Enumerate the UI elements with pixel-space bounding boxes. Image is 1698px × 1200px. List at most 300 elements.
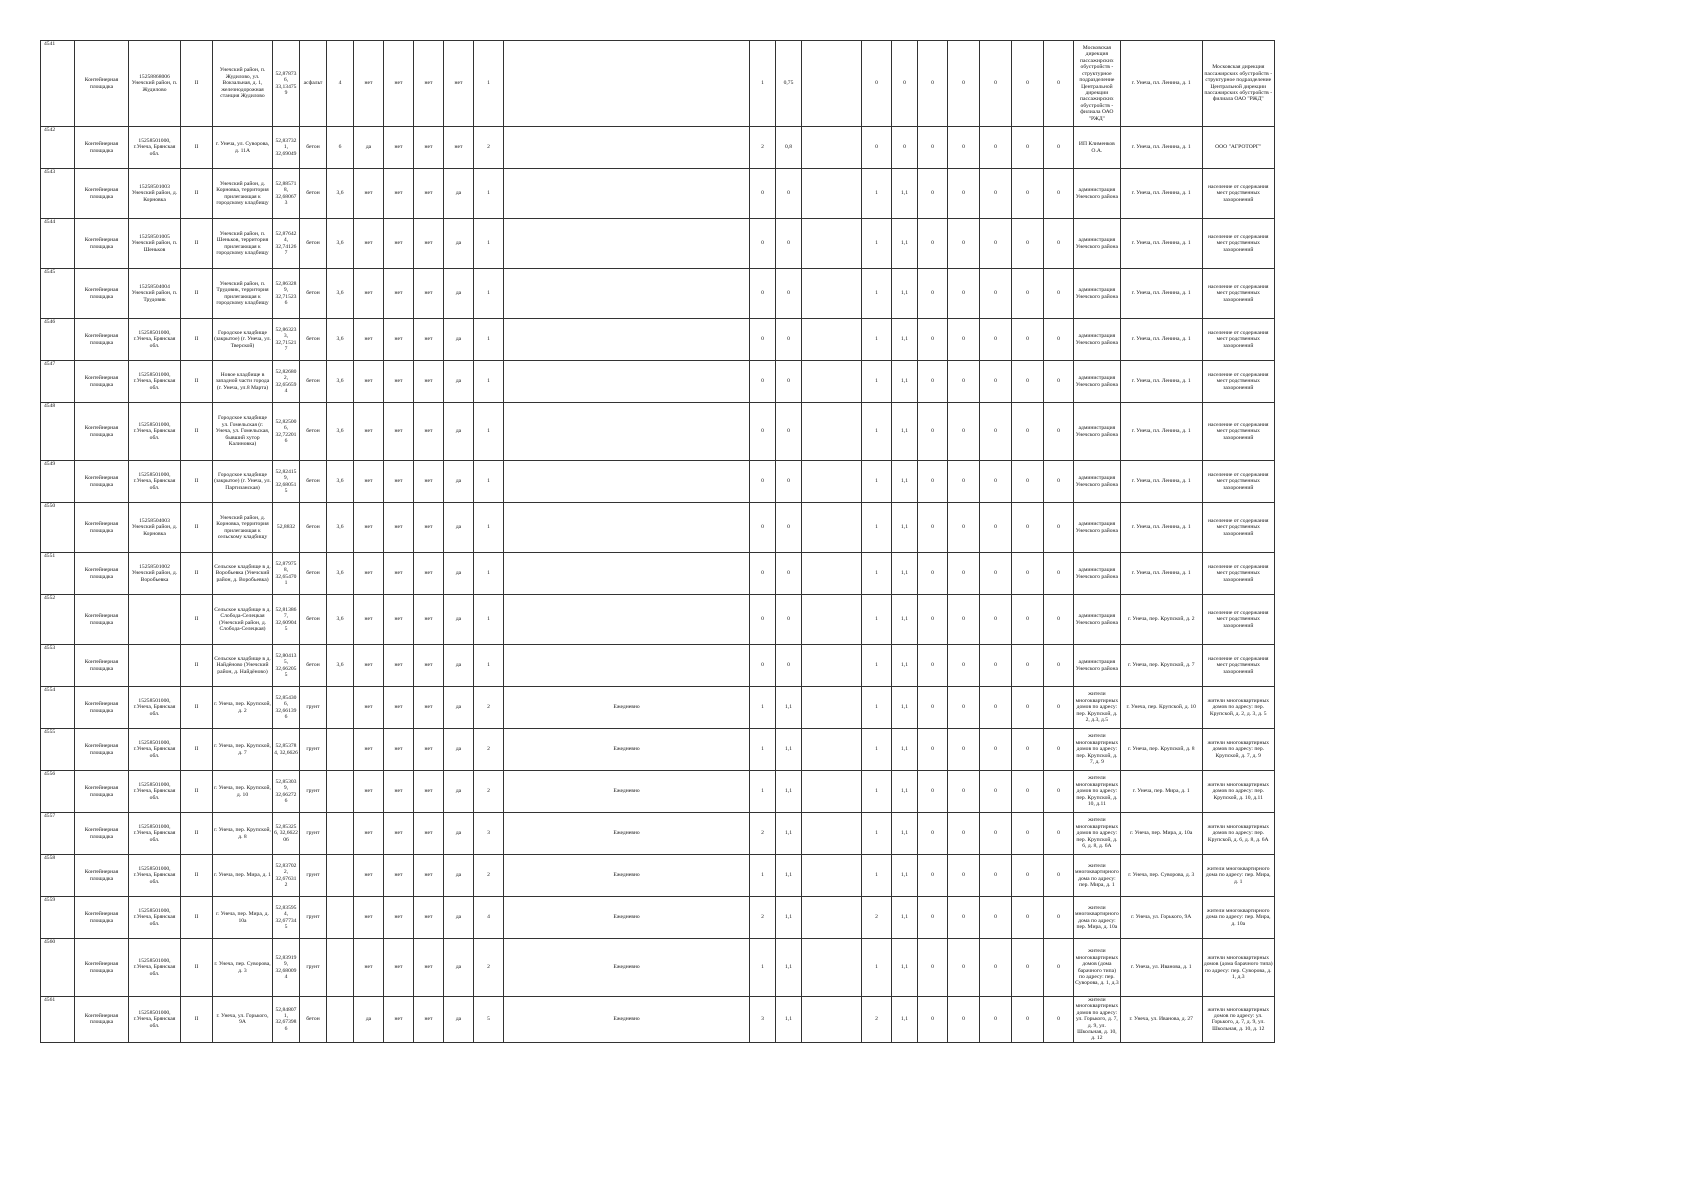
planned-volume-2-cell: 0 xyxy=(1012,361,1044,403)
blank-column-2-cell xyxy=(802,729,862,771)
surface-type-cell: бетон xyxy=(300,553,327,595)
site-type-cell: Контейнерная площадка xyxy=(75,169,129,219)
site-type-cell: Контейнерная площадка xyxy=(75,997,129,1043)
planned-volume-1-cell: 0 xyxy=(948,897,980,939)
owner-address-cell: г. Унеча, пер. Мира, д. 10а xyxy=(1120,813,1202,855)
volume-count-cell: 1 xyxy=(750,771,776,813)
row-number-cell: 4551 xyxy=(41,553,75,595)
owner-address-cell: г. Унеча, пл. Ленина, д. 1 xyxy=(1120,461,1202,503)
volume-count-cell: 1 xyxy=(750,41,776,127)
okato-code-cell xyxy=(129,645,181,687)
collection-schedule-cell xyxy=(504,219,750,269)
container-area-cell: нет xyxy=(444,127,474,169)
site-type-cell: Контейнерная площадка xyxy=(75,687,129,729)
planned-volume-1-cell: 0 xyxy=(948,127,980,169)
roof-cell: нет xyxy=(384,361,414,403)
planned-volume-1-cell: 0 xyxy=(948,169,980,219)
site-area-cell xyxy=(327,771,354,813)
okato-code-cell xyxy=(129,595,181,645)
okato-code-cell: 15258501000, г.Унеча, Брянская обл. xyxy=(129,687,181,729)
blank-column-2-cell xyxy=(802,645,862,687)
container-count-cell: 1 xyxy=(474,595,504,645)
collection-schedule-cell xyxy=(504,645,750,687)
site-area-cell xyxy=(327,813,354,855)
roof-cell: нет xyxy=(384,169,414,219)
table-row xyxy=(41,269,1367,319)
container-count-cell: 1 xyxy=(474,461,504,503)
site-type-cell: Контейнерная площадка xyxy=(75,771,129,813)
volume-count-cell: 0 xyxy=(750,219,776,269)
extra-count-cell: 0 xyxy=(1044,595,1074,645)
owner-address-cell: г. Унеча, пл. Ленина, д. 1 xyxy=(1120,361,1202,403)
site-type-cell: Контейнерная площадка xyxy=(75,595,129,645)
coordinates-cell: 52,81386 7, 32,60904 5 xyxy=(273,595,300,645)
table-row xyxy=(41,595,1367,645)
owner-address-cell: г. Унеча, пл. Ленина, д. 1 xyxy=(1120,503,1202,553)
row-number-cell: 4554 xyxy=(41,687,75,729)
site-type-cell: Контейнерная площадка xyxy=(75,503,129,553)
planned-volume-1-cell: 0 xyxy=(948,553,980,595)
planned-volume-1-cell: 0 xyxy=(948,503,980,553)
okato-code-cell: 15258501000, г.Унеча, Брянская обл. xyxy=(129,997,181,1043)
planned-volume-1-cell: 0 xyxy=(948,997,980,1043)
bin-placement-cell: нет xyxy=(414,219,444,269)
blank-column-2-cell xyxy=(802,897,862,939)
planned-count-1-cell: 0 xyxy=(918,645,948,687)
collection-schedule-cell xyxy=(504,553,750,595)
collection-schedule-cell xyxy=(504,41,750,127)
surface-type-cell: бетон xyxy=(300,595,327,645)
surface-type-cell: грунт xyxy=(300,813,327,855)
planned-volume-2-cell: 0 xyxy=(1012,553,1044,595)
extra-count-cell: 0 xyxy=(1044,403,1074,461)
coordinates-cell: 52,83919 9, 32,68009 4 xyxy=(273,939,300,997)
bin-placement-cell: нет xyxy=(414,503,444,553)
planned-count-2-cell: 0 xyxy=(980,813,1012,855)
waste-source-cell: жители многоквартирных домов по адресу: пер. Крупской, д. 10, д.11 xyxy=(1202,771,1274,813)
waste-source-cell: ООО "АГРОТОРГ" xyxy=(1202,127,1274,169)
extra-count-cell: 0 xyxy=(1044,645,1074,687)
bunker-count-cell: 1 xyxy=(862,687,892,729)
row-number-cell: 4548 xyxy=(41,403,75,461)
site-owner-cell: администрация Унечского района xyxy=(1074,403,1121,461)
planned-count-1-cell: 0 xyxy=(918,127,948,169)
planned-count-1-cell: 0 xyxy=(918,219,948,269)
planned-count-1-cell: 0 xyxy=(918,771,948,813)
blank-column-2-cell xyxy=(802,503,862,553)
planned-count-2-cell: 0 xyxy=(980,269,1012,319)
row-number-cell: 4545 xyxy=(41,269,75,319)
container-area-cell: да xyxy=(444,553,474,595)
table-row xyxy=(41,169,1367,219)
planned-count-2-cell: 0 xyxy=(980,771,1012,813)
row-number-cell: 4550 xyxy=(41,503,75,553)
bin-placement-cell: нет xyxy=(414,645,444,687)
planned-count-1-cell: 0 xyxy=(918,269,948,319)
site-area-cell xyxy=(327,687,354,729)
container-area-cell: да xyxy=(444,269,474,319)
planned-volume-2-cell: 0 xyxy=(1012,729,1044,771)
container-area-cell: да xyxy=(444,645,474,687)
bunker-volume-cell: 1,1 xyxy=(892,403,918,461)
planned-volume-1-cell: 0 xyxy=(948,771,980,813)
register-table xyxy=(40,40,1367,1043)
planned-volume-1-cell: 0 xyxy=(948,461,980,503)
bin-placement-cell: нет xyxy=(414,127,444,169)
bunker-count-cell: 1 xyxy=(862,813,892,855)
bunker-count-cell: 2 xyxy=(862,897,892,939)
table-body xyxy=(41,41,1367,1043)
extra-count-cell: 0 xyxy=(1044,997,1074,1043)
planned-count-1-cell: 0 xyxy=(918,553,948,595)
okato-code-cell: 15258501000, г.Унеча, Брянская обл. xyxy=(129,939,181,997)
site-address-cell: Новое кладбище в западной части города (г. Унеча, ул.8 Марта) xyxy=(213,361,273,403)
bin-placement-cell: нет xyxy=(414,997,444,1043)
fence-cell: нет xyxy=(354,687,384,729)
site-area-cell: 3,6 xyxy=(327,219,354,269)
container-area-cell: да xyxy=(444,219,474,269)
bunker-volume-cell: 1,1 xyxy=(892,269,918,319)
container-volume-cell: 1,1 xyxy=(776,939,802,997)
site-address-cell: Унечский район, п. Жудилово, ул. Вокзальная, д. 1, железнодорожная станция Жудилово xyxy=(213,41,273,127)
site-owner-cell: администрация Унечского района xyxy=(1074,553,1121,595)
site-address-cell: Городское кладбище ул. Гомельская (г. Унеча, ул. Гомельская, бывший хутор Калиновка) xyxy=(213,403,273,461)
collection-schedule-cell: Ежедневно xyxy=(504,771,750,813)
bin-placement-cell: нет xyxy=(414,855,444,897)
planned-count-1-cell: 0 xyxy=(918,939,948,997)
site-address-cell: Городское кладбище (закрытое) (г. Унеча, ул. Партизанская) xyxy=(213,461,273,503)
site-type-cell: Контейнерная площадка xyxy=(75,855,129,897)
bin-placement-cell: нет xyxy=(414,729,444,771)
hazard-class-cell: II xyxy=(181,553,213,595)
fence-cell: нет xyxy=(354,41,384,127)
bunker-count-cell: 1 xyxy=(862,319,892,361)
extra-count-cell: 0 xyxy=(1044,813,1074,855)
site-type-cell: Контейнерная площадка xyxy=(75,461,129,503)
okato-code-cell: 15258501000, г.Унеча, Брянская обл. xyxy=(129,729,181,771)
surface-type-cell: бетон xyxy=(300,269,327,319)
site-owner-cell: администрация Унечского района xyxy=(1074,219,1121,269)
surface-type-cell: грунт xyxy=(300,729,327,771)
site-type-cell: Контейнерная площадка xyxy=(75,729,129,771)
planned-count-1-cell: 0 xyxy=(918,319,948,361)
planned-volume-2-cell: 0 xyxy=(1012,997,1044,1043)
okato-code-cell: 15258501003 Унечский район, д. Корновка xyxy=(129,169,181,219)
volume-count-cell: 1 xyxy=(750,939,776,997)
planned-count-2-cell: 0 xyxy=(980,403,1012,461)
waste-source-cell: население от содержания мест родственных захоронений xyxy=(1202,553,1274,595)
bunker-volume-cell: 1,1 xyxy=(892,553,918,595)
waste-source-cell: население от содержания мест родственных захоронений xyxy=(1202,219,1274,269)
bunker-count-cell: 1 xyxy=(862,361,892,403)
roof-cell: нет xyxy=(384,855,414,897)
site-type-cell: Контейнерная площадка xyxy=(75,41,129,127)
fence-cell: нет xyxy=(354,771,384,813)
coordinates-cell: 52,84807 1, 32,67398 6 xyxy=(273,997,300,1043)
okato-code-cell: 15258501000, г.Унеча, Брянская обл. xyxy=(129,813,181,855)
hazard-class-cell: II xyxy=(181,897,213,939)
container-volume-cell: 0 xyxy=(776,503,802,553)
bunker-volume-cell: 1,1 xyxy=(892,997,918,1043)
bin-placement-cell: нет xyxy=(414,319,444,361)
bunker-count-cell: 0 xyxy=(862,127,892,169)
row-number-cell: 4547 xyxy=(41,361,75,403)
collection-schedule-cell xyxy=(504,403,750,461)
hazard-class-cell: II xyxy=(181,269,213,319)
container-count-cell: 1 xyxy=(474,361,504,403)
okato-code-cell: 15258501005 Унечский район, п. Шеньков xyxy=(129,219,181,269)
fence-cell: да xyxy=(354,997,384,1043)
planned-volume-1-cell: 0 xyxy=(948,219,980,269)
bunker-count-cell: 1 xyxy=(862,461,892,503)
row-number-cell: 4546 xyxy=(41,319,75,361)
waste-source-cell: жители многоквартирных домов по адресу: пер. Крупской, д. 7, д. 9 xyxy=(1202,729,1274,771)
site-area-cell xyxy=(327,897,354,939)
planned-volume-2-cell: 0 xyxy=(1012,169,1044,219)
site-owner-cell: администрация Унечского района xyxy=(1074,319,1121,361)
container-volume-cell: 0 xyxy=(776,461,802,503)
collection-schedule-cell xyxy=(504,461,750,503)
owner-address-cell: г. Унеча, ул. Горького, 9А xyxy=(1120,897,1202,939)
table-row xyxy=(41,855,1367,897)
bunker-count-cell: 1 xyxy=(862,219,892,269)
roof-cell: нет xyxy=(384,771,414,813)
hazard-class-cell: II xyxy=(181,645,213,687)
fence-cell: нет xyxy=(354,645,384,687)
roof-cell: нет xyxy=(384,729,414,771)
site-address-cell: г. Унеча, пер. Мира, д. 10а xyxy=(213,897,273,939)
volume-count-cell: 0 xyxy=(750,319,776,361)
planned-count-2-cell: 0 xyxy=(980,855,1012,897)
owner-address-cell: г. Унеча, пл. Ленина, д. 1 xyxy=(1120,219,1202,269)
owner-address-cell: г. Унеча, ул. Иванова, д. 1 xyxy=(1120,939,1202,997)
row-number-cell: 4557 xyxy=(41,813,75,855)
site-area-cell xyxy=(327,855,354,897)
fence-cell: нет xyxy=(354,319,384,361)
site-owner-cell: жители многоквартирных домов (дома барачного типа) по адресу: пер. Суворова, д. 1, д.3 xyxy=(1074,939,1121,997)
container-area-cell: да xyxy=(444,595,474,645)
planned-volume-2-cell: 0 xyxy=(1012,939,1044,997)
bin-placement-cell: нет xyxy=(414,461,444,503)
planned-volume-2-cell: 0 xyxy=(1012,687,1044,729)
planned-count-2-cell: 0 xyxy=(980,41,1012,127)
planned-count-2-cell: 0 xyxy=(980,645,1012,687)
site-area-cell xyxy=(327,939,354,997)
roof-cell: нет xyxy=(384,553,414,595)
container-count-cell: 5 xyxy=(474,997,504,1043)
blank-column-2-cell xyxy=(802,403,862,461)
site-owner-cell: администрация Унечского района xyxy=(1074,595,1121,645)
container-area-cell: да xyxy=(444,169,474,219)
extra-count-cell: 0 xyxy=(1044,319,1074,361)
bin-placement-cell: нет xyxy=(414,361,444,403)
volume-count-cell: 2 xyxy=(750,813,776,855)
site-area-cell: 3,6 xyxy=(327,553,354,595)
planned-count-1-cell: 0 xyxy=(918,41,948,127)
okato-code-cell: 15258501000, г.Унеча, Брянская обл. xyxy=(129,361,181,403)
table-row xyxy=(41,41,1367,127)
planned-volume-1-cell: 0 xyxy=(948,729,980,771)
bunker-count-cell: 1 xyxy=(862,729,892,771)
planned-volume-2-cell: 0 xyxy=(1012,645,1044,687)
bin-placement-cell: нет xyxy=(414,169,444,219)
row-number-cell: 4558 xyxy=(41,855,75,897)
row-number-cell: 4544 xyxy=(41,219,75,269)
container-volume-cell: 0 xyxy=(776,219,802,269)
planned-count-1-cell: 0 xyxy=(918,461,948,503)
site-type-cell: Контейнерная площадка xyxy=(75,897,129,939)
waste-source-cell: жители многоквартирных домов по адресу: ул. Горького, д. 7, д. 9, ул. Школьная, д. 10, д. 12 xyxy=(1202,997,1274,1043)
container-volume-cell: 0 xyxy=(776,553,802,595)
extra-count-cell: 0 xyxy=(1044,41,1074,127)
blank-column-2-cell xyxy=(802,771,862,813)
fence-cell: нет xyxy=(354,939,384,997)
hazard-class-cell: II xyxy=(181,503,213,553)
site-owner-cell: жители многоквартирных домов по адресу: пер. Крупской, д. 7, д. 9 xyxy=(1074,729,1121,771)
site-address-cell: г. Унеча, пер. Крупской, д. 8 xyxy=(213,813,273,855)
site-owner-cell: Московская дирекция пассажирских обустройств - структурное подразделение Центральной дирекции пассажирских обустройств - филиала ОАО "РЖД" xyxy=(1074,41,1121,127)
surface-type-cell: бетон xyxy=(300,997,327,1043)
coordinates-cell: 52,83702 2, 32,67631 2 xyxy=(273,855,300,897)
roof-cell: нет xyxy=(384,403,414,461)
extra-count-cell: 0 xyxy=(1044,553,1074,595)
site-address-cell: Сельское кладбище в д. Найдёново (Унечский район, д. Найдёново) xyxy=(213,645,273,687)
waste-source-cell: население от содержания мест родственных захоронений xyxy=(1202,595,1274,645)
coordinates-cell: 52,85378 4, 32,6626 xyxy=(273,729,300,771)
bunker-volume-cell: 1,1 xyxy=(892,595,918,645)
extra-count-cell: 0 xyxy=(1044,939,1074,997)
container-count-cell: 1 xyxy=(474,319,504,361)
waste-source-cell: население от содержания мест родственных захоронений xyxy=(1202,403,1274,461)
roof-cell: нет xyxy=(384,461,414,503)
site-type-cell: Контейнерная площадка xyxy=(75,813,129,855)
hazard-class-cell: II xyxy=(181,771,213,813)
hazard-class-cell: II xyxy=(181,997,213,1043)
owner-address-cell: г. Унеча, пл. Ленина, д. 1 xyxy=(1120,319,1202,361)
table-row xyxy=(41,897,1367,939)
container-count-cell: 2 xyxy=(474,939,504,997)
extra-count-cell: 0 xyxy=(1044,897,1074,939)
okato-code-cell: 15258501000, г.Унеча, Брянская обл. xyxy=(129,127,181,169)
site-owner-cell: жители многоквартирных домов по адресу: пер. Крупской, д. 6, д. 8, д. 6А xyxy=(1074,813,1121,855)
container-count-cell: 1 xyxy=(474,169,504,219)
table-row xyxy=(41,503,1367,553)
container-count-cell: 1 xyxy=(474,219,504,269)
owner-address-cell: г. Унеча, пер. Суворова, д. 3 xyxy=(1120,855,1202,897)
bunker-count-cell: 1 xyxy=(862,595,892,645)
site-area-cell: 3,6 xyxy=(327,645,354,687)
site-type-cell: Контейнерная площадка xyxy=(75,403,129,461)
hazard-class-cell: II xyxy=(181,41,213,127)
bin-placement-cell: нет xyxy=(414,41,444,127)
extra-count-cell: 0 xyxy=(1044,771,1074,813)
table-row xyxy=(41,729,1367,771)
fence-cell: нет xyxy=(354,897,384,939)
bunker-count-cell: 1 xyxy=(862,403,892,461)
planned-count-1-cell: 0 xyxy=(918,997,948,1043)
coordinates-cell: 52,83732 1, 32,69049 xyxy=(273,127,300,169)
surface-type-cell: бетон xyxy=(300,169,327,219)
site-address-cell: Унечский район, д. Корновка, территория прилегающая к городскому кладбищу xyxy=(213,169,273,219)
owner-address-cell: г. Унеча, пер. Крупской, д. 2 xyxy=(1120,595,1202,645)
owner-address-cell: г. Унеча, пер. Крупской, д. 8 xyxy=(1120,729,1202,771)
bunker-count-cell: 1 xyxy=(862,169,892,219)
waste-source-cell: жители многоквартирного дома по адресу: пер. Мира, д. 10а xyxy=(1202,897,1274,939)
volume-count-cell: 2 xyxy=(750,897,776,939)
blank-column-2-cell xyxy=(802,169,862,219)
okato-code-cell: 15258501000, г.Унеча, Брянская обл. xyxy=(129,897,181,939)
hazard-class-cell: II xyxy=(181,403,213,461)
extra-count-cell: 0 xyxy=(1044,361,1074,403)
roof-cell: нет xyxy=(384,503,414,553)
owner-address-cell: г. Унеча, пер. Крупской, д. 10 xyxy=(1120,687,1202,729)
site-type-cell: Контейнерная площадка xyxy=(75,645,129,687)
fence-cell: нет xyxy=(354,403,384,461)
extra-count-cell: 0 xyxy=(1044,127,1074,169)
table-row xyxy=(41,219,1367,269)
bunker-volume-cell: 1,1 xyxy=(892,169,918,219)
site-address-cell: г. Унеча, ул. Суворова, д. 11А xyxy=(213,127,273,169)
blank-column-2-cell xyxy=(802,41,862,127)
site-type-cell: Контейнерная площадка xyxy=(75,269,129,319)
planned-count-2-cell: 0 xyxy=(980,687,1012,729)
surface-type-cell: бетон xyxy=(300,361,327,403)
table-row xyxy=(41,939,1367,997)
waste-source-cell: население от содержания мест родственных захоронений xyxy=(1202,645,1274,687)
bunker-volume-cell: 1,1 xyxy=(892,897,918,939)
volume-count-cell: 0 xyxy=(750,553,776,595)
bunker-volume-cell: 1,1 xyxy=(892,645,918,687)
planned-count-1-cell: 0 xyxy=(918,729,948,771)
waste-source-cell: население от содержания мест родственных захоронений xyxy=(1202,169,1274,219)
waste-source-cell: население от содержания мест родственных захоронений xyxy=(1202,361,1274,403)
planned-count-2-cell: 0 xyxy=(980,595,1012,645)
container-volume-cell: 0 xyxy=(776,595,802,645)
row-number-cell: 4553 xyxy=(41,645,75,687)
owner-address-cell: г. Унеча, пл. Ленина, д. 1 xyxy=(1120,269,1202,319)
planned-volume-1-cell: 0 xyxy=(948,361,980,403)
volume-count-cell: 0 xyxy=(750,645,776,687)
planned-count-2-cell: 0 xyxy=(980,361,1012,403)
okato-code-cell: 15258501000, г.Унеча, Брянская обл. xyxy=(129,319,181,361)
site-owner-cell: ИП Клименков О.А. xyxy=(1074,127,1121,169)
okato-code-cell: 15258501000, г.Унеча, Брянская обл. xyxy=(129,855,181,897)
okato-code-cell: 15258504003 Унечский район, д. Корновка xyxy=(129,503,181,553)
bunker-count-cell: 1 xyxy=(862,771,892,813)
table-row xyxy=(41,361,1367,403)
blank-column-2-cell xyxy=(802,361,862,403)
bin-placement-cell: нет xyxy=(414,595,444,645)
coordinates-cell: 52,82415 9, 32,68051 5 xyxy=(273,461,300,503)
table-row xyxy=(41,461,1367,503)
planned-volume-2-cell: 0 xyxy=(1012,127,1044,169)
planned-count-2-cell: 0 xyxy=(980,319,1012,361)
container-volume-cell: 1,1 xyxy=(776,729,802,771)
site-type-cell: Контейнерная площадка xyxy=(75,219,129,269)
coordinates-cell: 52,88571 8, 32,68067 3 xyxy=(273,169,300,219)
table-row xyxy=(41,319,1367,361)
bunker-volume-cell: 1,1 xyxy=(892,219,918,269)
container-volume-cell: 1,1 xyxy=(776,897,802,939)
volume-count-cell: 0 xyxy=(750,269,776,319)
fence-cell: нет xyxy=(354,855,384,897)
blank-column-2-cell xyxy=(802,687,862,729)
fence-cell: нет xyxy=(354,503,384,553)
planned-volume-2-cell: 0 xyxy=(1012,595,1044,645)
collection-schedule-cell: Ежедневно xyxy=(504,687,750,729)
table-row xyxy=(41,771,1367,813)
surface-type-cell: бетон xyxy=(300,403,327,461)
